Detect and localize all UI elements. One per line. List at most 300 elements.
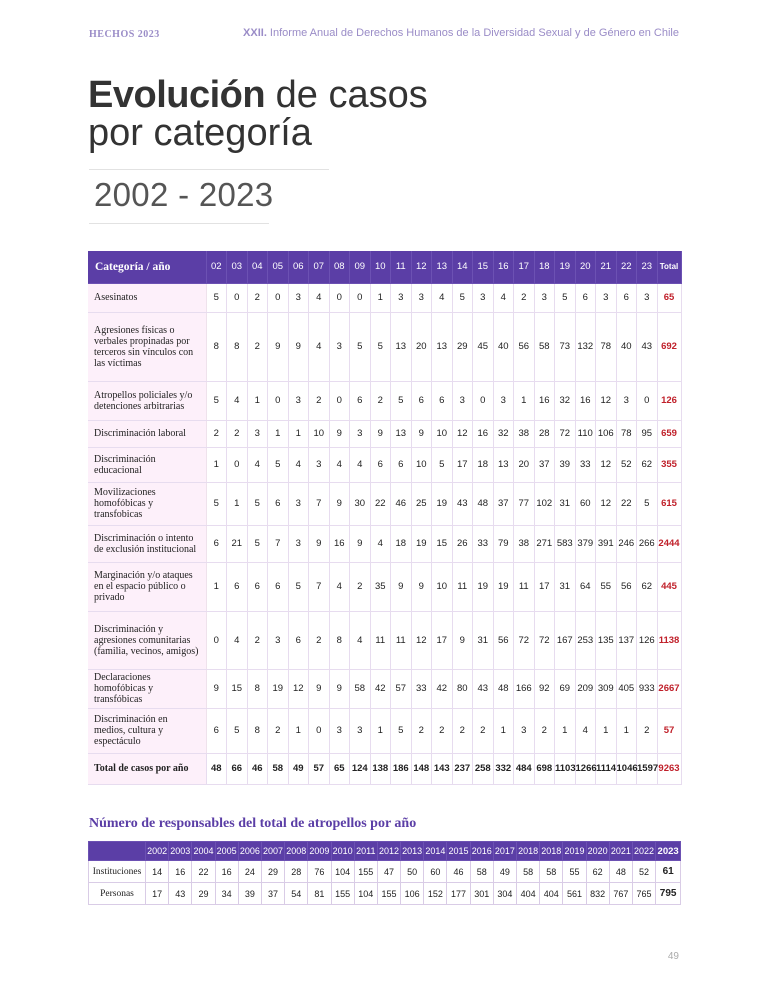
row-value: 6: [432, 381, 453, 420]
row-value: 4: [227, 381, 248, 420]
row-value: 9: [309, 525, 330, 562]
row-value: 3: [514, 708, 535, 753]
footer-value: 124: [350, 753, 371, 784]
footer-value: 46: [247, 753, 268, 784]
row-value: 8: [206, 312, 227, 381]
row-value: 0: [227, 447, 248, 482]
years-range: 2002 - 2023: [94, 176, 274, 213]
row-value: 405: [616, 669, 637, 708]
row-value: 1: [247, 381, 268, 420]
row-value: 266: [637, 525, 658, 562]
row-total: 57: [657, 708, 681, 753]
responsibles-value: 832: [586, 883, 609, 905]
row-value: 0: [473, 381, 494, 420]
row-value: 5: [555, 283, 576, 312]
row-value: 39: [555, 447, 576, 482]
row-value: 8: [329, 611, 350, 669]
row-value: 4: [288, 447, 309, 482]
row-value: 126: [637, 611, 658, 669]
row-value: 3: [288, 381, 309, 420]
row-total: 65: [657, 283, 681, 312]
page-title-line1: de casos: [265, 74, 428, 116]
row-value: 391: [596, 525, 617, 562]
row-value: 6: [350, 381, 371, 420]
row-category-label: Discriminación y agresiones comunitarias (familia, vecinos, amigos): [88, 611, 206, 669]
row-value: 33: [575, 447, 596, 482]
row-value: 20: [514, 447, 535, 482]
row-value: 3: [309, 447, 330, 482]
year-header: 15: [473, 251, 494, 283]
responsibles-row-label: Instituciones: [89, 861, 146, 883]
footer-value: 186: [391, 753, 412, 784]
row-value: 6: [206, 708, 227, 753]
row-value: 3: [493, 381, 514, 420]
row-value: 58: [350, 669, 371, 708]
table-row: [88, 447, 681, 482]
row-value: 4: [432, 283, 453, 312]
row-category-label: Movilizaciones homofóbicas y transfobicas: [88, 482, 206, 525]
table-row: [88, 669, 681, 708]
row-value: 1: [288, 708, 309, 753]
responsibles-value: 29: [192, 883, 215, 905]
row-value: 4: [370, 525, 391, 562]
row-value: 110: [575, 420, 596, 447]
responsibles-year-header: 2012: [377, 842, 400, 861]
row-value: 6: [288, 611, 309, 669]
row-value: 37: [493, 482, 514, 525]
row-value: 73: [555, 312, 576, 381]
row-value: 78: [596, 312, 617, 381]
year-header: 23: [637, 251, 658, 283]
year-header: 09: [350, 251, 371, 283]
responsibles-year-header: 2002: [146, 842, 169, 861]
row-value: 9: [452, 611, 473, 669]
responsibles-value: 104: [354, 883, 377, 905]
row-category-label: Atropellos policiales y/o detenciones arbitrarias: [88, 381, 206, 420]
responsibles-value: 155: [354, 861, 377, 883]
footer-value: 143: [432, 753, 453, 784]
footer-value: 57: [309, 753, 330, 784]
row-value: 3: [637, 283, 658, 312]
responsibles-year-header: 2015: [447, 842, 470, 861]
year-header: 06: [288, 251, 309, 283]
row-value: 5: [247, 525, 268, 562]
year-header: 21: [596, 251, 617, 283]
row-value: 56: [493, 611, 514, 669]
row-value: 31: [473, 611, 494, 669]
row-value: 166: [514, 669, 535, 708]
header-report-name: Informe Anual de Derechos Humanos de la Diversidad Sexual y de Género en Chile: [266, 27, 679, 39]
year-header: 20: [575, 251, 596, 283]
responsibles-value: 28: [285, 861, 308, 883]
row-value: 583: [555, 525, 576, 562]
row-total: 692: [657, 312, 681, 381]
responsibles-year-header: 2011: [354, 842, 377, 861]
row-value: 43: [452, 482, 473, 525]
row-value: 92: [534, 669, 555, 708]
row-value: 13: [493, 447, 514, 482]
year-header: 14: [452, 251, 473, 283]
row-value: 4: [575, 708, 596, 753]
row-value: 31: [555, 562, 576, 611]
year-header: 03: [227, 251, 248, 283]
responsibles-year-header: 2022: [632, 842, 655, 861]
row-value: 22: [370, 482, 391, 525]
row-value: 6: [411, 381, 432, 420]
responsibles-year-header: 2009: [308, 842, 331, 861]
responsibles-year-header: 2014: [424, 842, 447, 861]
row-total: 2667: [657, 669, 681, 708]
responsibles-year-header: 2020: [586, 842, 609, 861]
responsibles-year-header: 2004: [192, 842, 215, 861]
row-value: 6: [268, 482, 289, 525]
row-value: 5: [247, 482, 268, 525]
row-value: 16: [575, 381, 596, 420]
row-value: 6: [616, 283, 637, 312]
responsibles-value: 47: [377, 861, 400, 883]
responsibles-year-header: 2010: [331, 842, 354, 861]
row-value: 9: [309, 669, 330, 708]
row-value: 11: [514, 562, 535, 611]
row-value: 40: [616, 312, 637, 381]
row-value: 0: [268, 381, 289, 420]
row-value: 26: [452, 525, 473, 562]
footer-value: 49: [288, 753, 309, 784]
row-value: 58: [534, 312, 555, 381]
row-value: 56: [616, 562, 637, 611]
year-header: 10: [370, 251, 391, 283]
row-value: 7: [309, 482, 330, 525]
row-total: 445: [657, 562, 681, 611]
row-value: 72: [514, 611, 535, 669]
table-row: [89, 883, 681, 905]
row-value: 0: [206, 611, 227, 669]
row-value: 132: [575, 312, 596, 381]
row-value: 19: [268, 669, 289, 708]
responsibles-value: 34: [215, 883, 238, 905]
row-value: 2: [432, 708, 453, 753]
row-value: 11: [391, 611, 412, 669]
header-report-title: [243, 27, 679, 39]
row-value: 1: [596, 708, 617, 753]
table-row: [89, 861, 681, 883]
responsibles-value: 22: [192, 861, 215, 883]
row-value: 9: [411, 562, 432, 611]
footer-value: 1103: [555, 753, 576, 784]
row-value: 4: [309, 283, 330, 312]
row-value: 5: [227, 708, 248, 753]
row-total: 615: [657, 482, 681, 525]
responsibles-value: 46: [447, 861, 470, 883]
row-value: 135: [596, 611, 617, 669]
responsibles-year-header: 2005: [215, 842, 238, 861]
row-value: 11: [370, 611, 391, 669]
responsibles-value: 39: [238, 883, 261, 905]
row-value: 3: [596, 283, 617, 312]
row-value: 5: [452, 283, 473, 312]
row-value: 4: [247, 447, 268, 482]
row-value: 253: [575, 611, 596, 669]
row-value: 1: [206, 447, 227, 482]
row-value: 25: [411, 482, 432, 525]
row-value: 32: [493, 420, 514, 447]
row-value: 2: [637, 708, 658, 753]
row-value: 9: [329, 482, 350, 525]
year-header: 16: [493, 251, 514, 283]
footer-value: 1046: [616, 753, 637, 784]
responsibles-year-header: 2016: [470, 842, 493, 861]
year-header: 02: [206, 251, 227, 283]
row-value: 9: [329, 669, 350, 708]
row-value: 5: [206, 482, 227, 525]
row-value: 4: [350, 447, 371, 482]
row-value: 46: [391, 482, 412, 525]
row-value: 13: [391, 312, 412, 381]
row-value: 60: [575, 482, 596, 525]
row-value: 9: [268, 312, 289, 381]
row-value: 1: [268, 420, 289, 447]
year-header: 04: [247, 251, 268, 283]
row-value: 12: [452, 420, 473, 447]
responsibles-value: 177: [447, 883, 470, 905]
responsibles-year-header: 2021: [609, 842, 632, 861]
row-category-label: Discriminación o intento de exclusión institucional: [88, 525, 206, 562]
row-value: 5: [370, 312, 391, 381]
responsibles-year-header: 2007: [261, 842, 284, 861]
row-value: 42: [432, 669, 453, 708]
responsibles-value: 54: [285, 883, 308, 905]
row-value: 64: [575, 562, 596, 611]
row-value: 2: [206, 420, 227, 447]
cases-by-category-table: [88, 251, 682, 785]
row-value: 9: [329, 420, 350, 447]
row-value: 40: [493, 312, 514, 381]
row-value: 137: [616, 611, 637, 669]
page-title: [88, 76, 428, 152]
responsibles-value: 58: [540, 861, 563, 883]
responsibles-value: 404: [517, 883, 540, 905]
row-value: 6: [247, 562, 268, 611]
row-value: 95: [637, 420, 658, 447]
row-value: 19: [411, 525, 432, 562]
row-value: 32: [555, 381, 576, 420]
row-value: 2: [473, 708, 494, 753]
footer-value: 58: [268, 753, 289, 784]
row-value: 209: [575, 669, 596, 708]
responsibles-value: 61: [656, 861, 681, 883]
row-category-label: Asesinatos: [88, 283, 206, 312]
row-value: 6: [575, 283, 596, 312]
row-value: 12: [596, 381, 617, 420]
row-value: 1: [370, 708, 391, 753]
row-value: 1: [555, 708, 576, 753]
row-value: 102: [534, 482, 555, 525]
row-value: 2: [370, 381, 391, 420]
row-value: 4: [329, 562, 350, 611]
row-value: 6: [227, 562, 248, 611]
row-value: 17: [432, 611, 453, 669]
row-value: 13: [391, 420, 412, 447]
row-value: 30: [350, 482, 371, 525]
row-value: 2: [534, 708, 555, 753]
row-value: 3: [411, 283, 432, 312]
row-value: 10: [432, 420, 453, 447]
row-value: 42: [370, 669, 391, 708]
row-value: 0: [227, 283, 248, 312]
row-value: 15: [227, 669, 248, 708]
row-value: 5: [288, 562, 309, 611]
table-row: [88, 420, 681, 447]
row-value: 9: [370, 420, 391, 447]
row-value: 48: [473, 482, 494, 525]
row-value: 3: [616, 381, 637, 420]
responsibles-row-label: Personas: [89, 883, 146, 905]
row-value: 3: [288, 283, 309, 312]
responsibles-value: 561: [563, 883, 586, 905]
footer-value: 1597: [637, 753, 658, 784]
row-total: 1138: [657, 611, 681, 669]
responsibles-value: 49: [493, 861, 516, 883]
row-value: 271: [534, 525, 555, 562]
row-value: 2: [309, 381, 330, 420]
row-value: 4: [227, 611, 248, 669]
row-value: 17: [452, 447, 473, 482]
row-value: 3: [288, 525, 309, 562]
responsibles-year-header: 2013: [401, 842, 424, 861]
row-value: 3: [534, 283, 555, 312]
year-header: 18: [534, 251, 555, 283]
row-category-label: Discriminación laboral: [88, 420, 206, 447]
row-value: 9: [350, 525, 371, 562]
row-value: 48: [493, 669, 514, 708]
row-value: 3: [329, 312, 350, 381]
table-row: [88, 525, 681, 562]
row-value: 2: [268, 708, 289, 753]
responsibles-value: 50: [401, 861, 424, 883]
row-value: 2: [247, 283, 268, 312]
responsibles-value: 58: [517, 861, 540, 883]
row-total: 355: [657, 447, 681, 482]
row-value: 35: [370, 562, 391, 611]
row-value: 10: [309, 420, 330, 447]
row-value: 0: [350, 283, 371, 312]
row-value: 56: [514, 312, 535, 381]
row-value: 106: [596, 420, 617, 447]
row-value: 16: [534, 381, 555, 420]
row-category-label: Declaraciones homofóbicas y transfóbicas: [88, 669, 206, 708]
row-value: 45: [473, 312, 494, 381]
responsibles-value: 16: [215, 861, 238, 883]
responsibles-value: 76: [308, 861, 331, 883]
row-category-label: Discriminación en medios, cultura y espectáculo: [88, 708, 206, 753]
responsibles-value: 106: [401, 883, 424, 905]
responsibles-table: [88, 841, 681, 905]
row-value: 28: [534, 420, 555, 447]
row-value: 8: [227, 312, 248, 381]
responsibles-year-header: 2023: [656, 842, 681, 861]
table-row: [88, 381, 681, 420]
category-header: Categoría / año: [88, 251, 206, 283]
row-value: 2: [309, 611, 330, 669]
table-row: [88, 283, 681, 312]
row-value: 57: [391, 669, 412, 708]
row-value: 2: [227, 420, 248, 447]
row-value: 12: [288, 669, 309, 708]
responsibles-year-header: 2006: [238, 842, 261, 861]
title-divider: [89, 169, 329, 170]
row-value: 13: [432, 312, 453, 381]
responsibles-value: 104: [331, 861, 354, 883]
responsibles-value: 795: [656, 883, 681, 905]
responsibles-value: 58: [470, 861, 493, 883]
row-value: 20: [411, 312, 432, 381]
responsibles-value: 29: [261, 861, 284, 883]
responsibles-value: 55: [563, 861, 586, 883]
footer-value: 237: [452, 753, 473, 784]
row-value: 19: [493, 562, 514, 611]
responsibles-year-header: 2008: [285, 842, 308, 861]
row-value: 309: [596, 669, 617, 708]
row-value: 79: [493, 525, 514, 562]
row-value: 22: [616, 482, 637, 525]
row-value: 2: [452, 708, 473, 753]
row-value: 3: [247, 420, 268, 447]
responsibles-value: 14: [146, 861, 169, 883]
row-value: 7: [268, 525, 289, 562]
row-value: 18: [391, 525, 412, 562]
table-row: [88, 611, 681, 669]
responsibles-value: 24: [238, 861, 261, 883]
row-value: 3: [350, 708, 371, 753]
row-value: 0: [309, 708, 330, 753]
row-value: 3: [288, 482, 309, 525]
row-value: 933: [637, 669, 658, 708]
row-value: 8: [247, 708, 268, 753]
row-value: 72: [534, 611, 555, 669]
year-header: 11: [391, 251, 412, 283]
row-value: 5: [391, 708, 412, 753]
row-value: 9: [288, 312, 309, 381]
year-header: 22: [616, 251, 637, 283]
row-value: 80: [452, 669, 473, 708]
row-value: 3: [391, 283, 412, 312]
row-category-label: Agresiones físicas o verbales propinadas por terceros sin vínculos con las víctimas: [88, 312, 206, 381]
row-value: 10: [411, 447, 432, 482]
row-value: 167: [555, 611, 576, 669]
row-value: 16: [473, 420, 494, 447]
header-publication: HECHOS 2023: [89, 29, 160, 40]
footer-value: 66: [227, 753, 248, 784]
total-header: Total: [657, 251, 681, 283]
row-value: 3: [268, 611, 289, 669]
table-row: [88, 562, 681, 611]
row-value: 12: [596, 482, 617, 525]
footer-total: 9263: [657, 753, 681, 784]
responsibles-value: 81: [308, 883, 331, 905]
row-value: 38: [514, 525, 535, 562]
row-category-label: Discriminación educacional: [88, 447, 206, 482]
years-divider: [89, 223, 269, 224]
table-row: [88, 312, 681, 381]
row-value: 72: [555, 420, 576, 447]
row-value: 5: [391, 381, 412, 420]
row-value: 4: [329, 447, 350, 482]
responsibles-value: 48: [609, 861, 632, 883]
footer-value: 332: [493, 753, 514, 784]
row-value: 10: [432, 562, 453, 611]
responsibles-value: 304: [493, 883, 516, 905]
responsibles-value: 16: [169, 861, 192, 883]
